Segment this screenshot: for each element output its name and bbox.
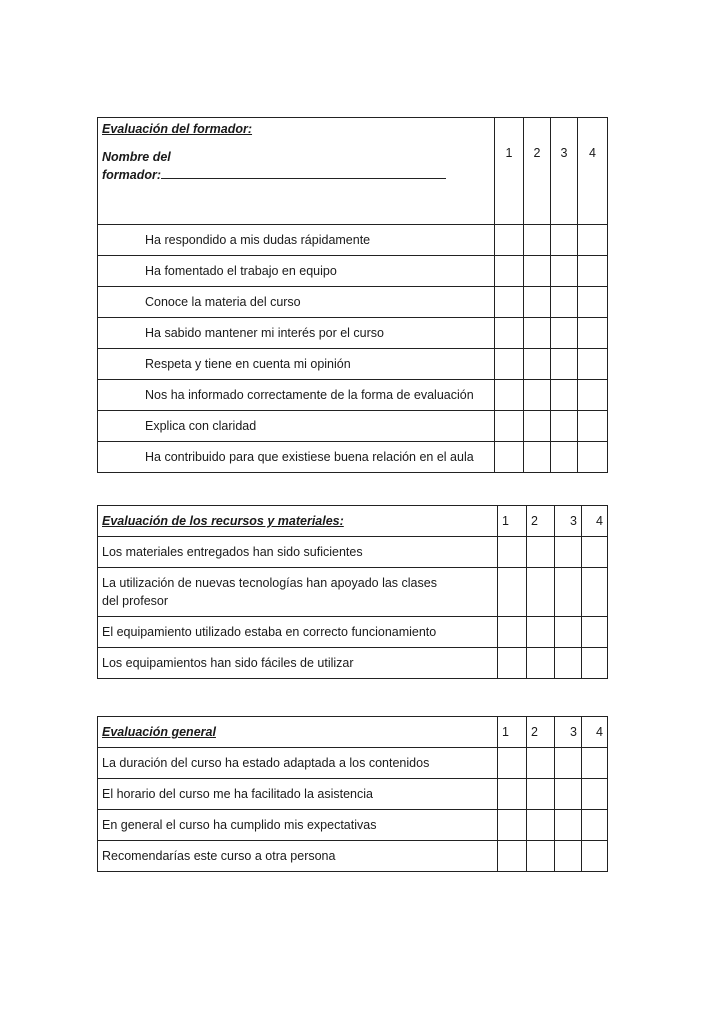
item-label: La duración del curso ha estado adaptada a los contenidos: [98, 748, 498, 779]
item-label: Conoce la materia del curso: [98, 287, 495, 318]
item-label: El horario del curso me ha facilitado la asistencia: [98, 779, 498, 810]
rating-cell-3[interactable]: [551, 442, 578, 473]
rating-cell-2[interactable]: [527, 617, 555, 648]
trainer-name-label-line2: formador:: [102, 168, 162, 182]
rating-cell-1[interactable]: [495, 287, 524, 318]
rating-cell-4[interactable]: [578, 256, 608, 287]
rating-cell-4[interactable]: [582, 810, 608, 841]
rating-cell-3[interactable]: [551, 318, 578, 349]
rating-cell-4[interactable]: [582, 748, 608, 779]
item-label: Nos ha informado correctamente de la forma de evaluación: [98, 380, 495, 411]
rating-cell-1[interactable]: [498, 810, 527, 841]
table-row: [98, 225, 608, 256]
rating-cell-4[interactable]: [582, 841, 608, 872]
table-row: [98, 411, 608, 442]
rating-cell-1[interactable]: [495, 225, 524, 256]
rating-cell-1[interactable]: [498, 648, 527, 679]
rating-cell-2[interactable]: [524, 411, 551, 442]
rating-cell-1[interactable]: [495, 318, 524, 349]
rating-cell-1[interactable]: [498, 537, 527, 568]
rating-cell-4[interactable]: [578, 411, 608, 442]
table-row: [98, 841, 608, 872]
rating-cell-3[interactable]: [551, 287, 578, 318]
table-row: [98, 318, 608, 349]
rating-cell-4[interactable]: [578, 287, 608, 318]
table-row: [98, 810, 608, 841]
item-label: La utilización de nuevas tecnologías han apoyado las clases del profesor: [98, 568, 498, 617]
table-row: [98, 442, 608, 473]
rating-cell-1[interactable]: [495, 411, 524, 442]
table-header-row: [98, 506, 608, 537]
scale-header-3: 3: [555, 717, 582, 748]
rating-cell-4[interactable]: [582, 537, 608, 568]
rating-cell-4[interactable]: [582, 568, 608, 617]
rating-cell-2[interactable]: [527, 568, 555, 617]
item-label: En general el curso ha cumplido mis expectativas: [98, 810, 498, 841]
table-row: [98, 256, 608, 287]
rating-cell-2[interactable]: [527, 810, 555, 841]
item-label: Ha respondido a mis dudas rápidamente: [98, 225, 495, 256]
scale-header-1: 1: [495, 118, 524, 225]
rating-cell-1[interactable]: [498, 841, 527, 872]
rating-cell-4[interactable]: [582, 779, 608, 810]
rating-cell-3[interactable]: [555, 841, 582, 872]
item-label: Los equipamientos han sido fáciles de utilizar: [98, 648, 498, 679]
resources-section-title: Evaluación de los recursos y materiales:: [98, 506, 498, 537]
rating-cell-2[interactable]: [524, 318, 551, 349]
rating-cell-4[interactable]: [578, 442, 608, 473]
item-label: Ha sabido mantener mi interés por el curso: [98, 318, 495, 349]
item-label: Recomendarías este curso a otra persona: [98, 841, 498, 872]
item-label: Los materiales entregados han sido suficientes: [98, 537, 498, 568]
item-label: Explica con claridad: [98, 411, 495, 442]
scale-header-2: 2: [524, 118, 551, 225]
scale-header-3: 3: [555, 506, 582, 537]
table-header-row: [98, 118, 608, 225]
rating-cell-3[interactable]: [555, 568, 582, 617]
rating-cell-1[interactable]: [495, 256, 524, 287]
rating-cell-2[interactable]: [524, 349, 551, 380]
table-row: [98, 648, 608, 679]
rating-cell-2[interactable]: [527, 779, 555, 810]
rating-cell-1[interactable]: [498, 617, 527, 648]
general-evaluation-table: [97, 716, 608, 872]
trainer-name-field[interactable]: [161, 178, 446, 179]
scale-header-1: 1: [498, 506, 527, 537]
table-row: [98, 617, 608, 648]
item-label: Respeta y tiene en cuenta mi opinión: [98, 349, 495, 380]
rating-cell-4[interactable]: [578, 225, 608, 256]
rating-cell-3[interactable]: [555, 748, 582, 779]
table-row: [98, 349, 608, 380]
rating-cell-3[interactable]: [555, 779, 582, 810]
rating-cell-3[interactable]: [551, 256, 578, 287]
item-label: Ha fomentado el trabajo en equipo: [98, 256, 495, 287]
table-row: [98, 537, 608, 568]
table-row: [98, 779, 608, 810]
rating-cell-3[interactable]: [551, 225, 578, 256]
rating-cell-3[interactable]: [551, 411, 578, 442]
rating-cell-3[interactable]: [551, 349, 578, 380]
rating-cell-2[interactable]: [524, 287, 551, 318]
scale-header-4: 4: [578, 118, 608, 225]
rating-cell-2[interactable]: [524, 225, 551, 256]
table-row: [98, 287, 608, 318]
table-row: [98, 568, 608, 617]
rating-cell-1[interactable]: [495, 380, 524, 411]
scale-header-4: 4: [582, 717, 608, 748]
scale-header-1: 1: [498, 717, 527, 748]
table-header-row: [98, 717, 608, 748]
rating-cell-2[interactable]: [527, 648, 555, 679]
item-label: Ha contribuido para que existiese buena relación en el aula: [98, 442, 495, 473]
rating-cell-2[interactable]: [524, 380, 551, 411]
rating-cell-4[interactable]: [578, 318, 608, 349]
rating-cell-3[interactable]: [555, 617, 582, 648]
rating-cell-3[interactable]: [555, 810, 582, 841]
rating-cell-4[interactable]: [582, 617, 608, 648]
rating-cell-3[interactable]: [555, 648, 582, 679]
table-row: [98, 748, 608, 779]
rating-cell-1[interactable]: [498, 779, 527, 810]
rating-cell-1[interactable]: [498, 748, 527, 779]
rating-cell-2[interactable]: [527, 537, 555, 568]
rating-cell-4[interactable]: [578, 380, 608, 411]
trainer-name-label-line1: Nombre del: [102, 150, 171, 164]
scale-header-4: 4: [582, 506, 608, 537]
rating-cell-4[interactable]: [578, 349, 608, 380]
scale-header-2: 2: [527, 717, 555, 748]
scale-header-2: 2: [527, 506, 555, 537]
rating-cell-1[interactable]: [495, 349, 524, 380]
rating-cell-2[interactable]: [524, 442, 551, 473]
trainer-section-title: Evaluación del formador:: [102, 122, 253, 136]
rating-cell-2[interactable]: [524, 256, 551, 287]
general-section-title: Evaluación general: [98, 717, 498, 748]
rating-cell-3[interactable]: [551, 380, 578, 411]
resources-evaluation-table: [97, 505, 608, 679]
rating-cell-4[interactable]: [582, 648, 608, 679]
trainer-header-cell: [98, 118, 495, 225]
rating-cell-2[interactable]: [527, 841, 555, 872]
rating-cell-3[interactable]: [555, 537, 582, 568]
item-label: El equipamiento utilizado estaba en correcto funcionamiento: [98, 617, 498, 648]
scale-header-3: 3: [551, 118, 578, 225]
rating-cell-2[interactable]: [527, 748, 555, 779]
trainer-evaluation-table: [97, 117, 608, 473]
rating-cell-1[interactable]: [498, 568, 527, 617]
rating-cell-1[interactable]: [495, 442, 524, 473]
table-row: [98, 380, 608, 411]
